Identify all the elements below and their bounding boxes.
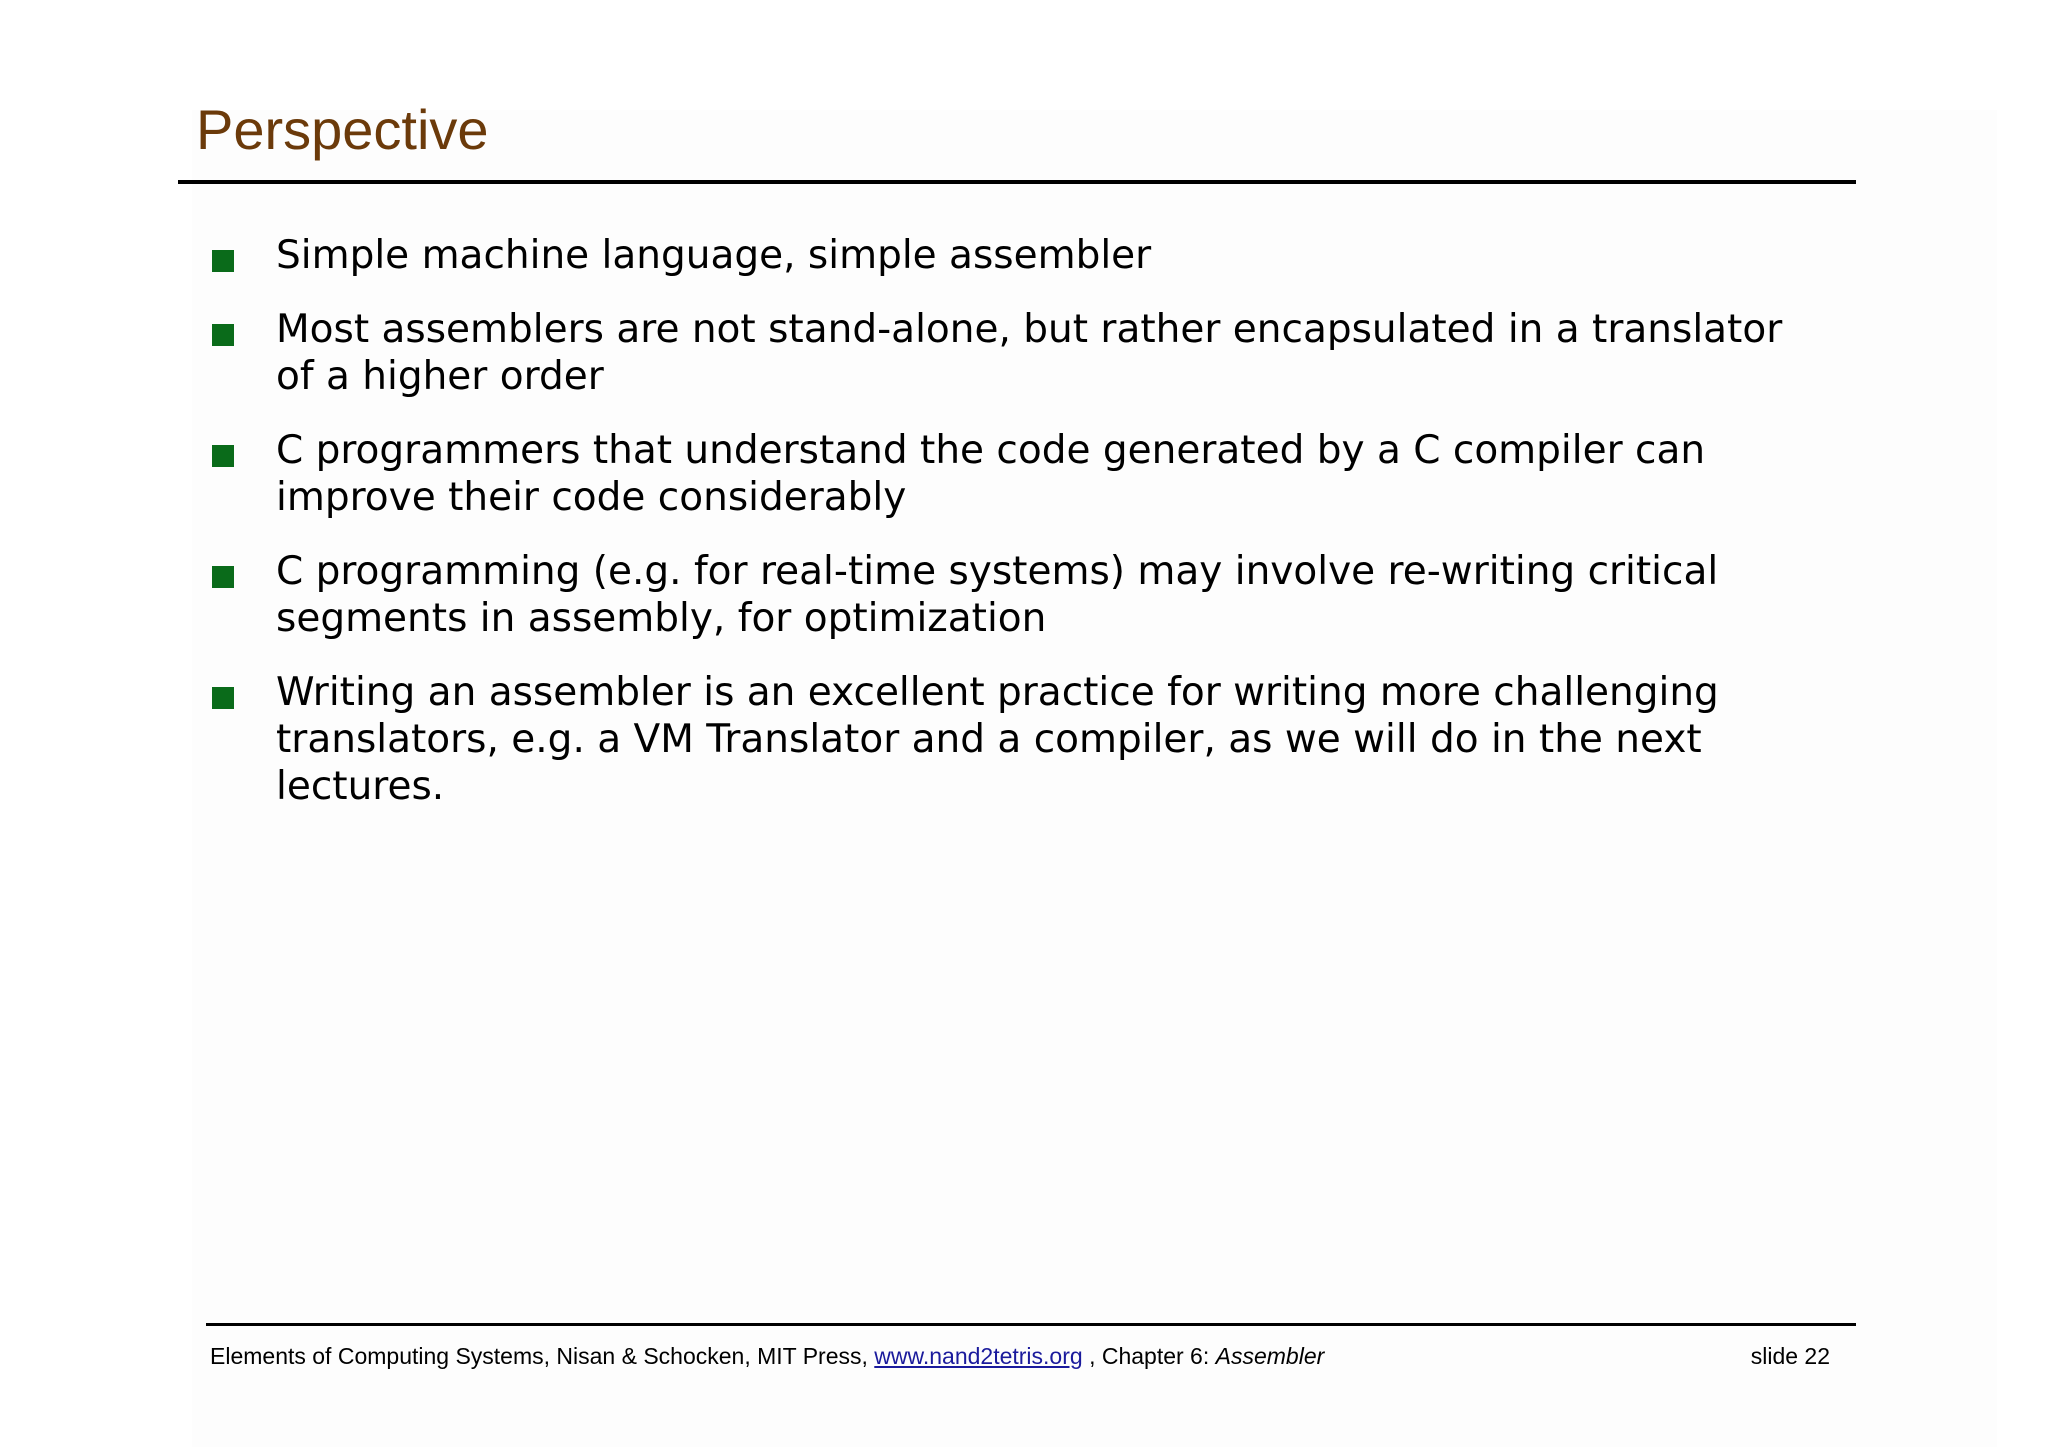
footer-divider — [206, 1323, 1856, 1326]
square-bullet-icon — [212, 445, 234, 467]
footer-chapter-prefix: , Chapter 6: — [1089, 1343, 1210, 1369]
bullet-text: Writing an assembler is an excellent practice for writing more challenging translators, e.g. a VM Translator and a compiler, as we will do in the next lectures. — [276, 670, 1719, 809]
footer-link[interactable]: www.nand2tetris.org — [874, 1343, 1083, 1369]
bullet-text: Simple machine language, simple assembler — [276, 233, 1152, 278]
square-bullet-icon — [212, 250, 234, 272]
bullet-item — [212, 232, 1812, 279]
footer-credit — [210, 1343, 1324, 1370]
square-bullet-icon — [212, 566, 234, 588]
bullet-text: C programming (e.g. for real-time systems) may involve re-writing critical segments in assembly, for optimization — [276, 549, 1719, 641]
bullet-item — [212, 306, 1812, 400]
square-bullet-icon — [212, 687, 234, 709]
square-bullet-icon — [212, 324, 234, 346]
bullet-item — [212, 427, 1812, 521]
bullet-item — [212, 548, 1812, 642]
title-divider — [178, 180, 1856, 184]
footer-chapter-name: Assembler — [1215, 1343, 1325, 1369]
bullet-text: C programmers that understand the code generated by a C compiler can improve their code considerably — [276, 428, 1706, 520]
bullet-list — [212, 232, 1812, 837]
slide-title: Perspective — [196, 98, 489, 161]
bullet-text: Most assemblers are not stand-alone, but rather encapsulated in a translator of a higher order — [276, 307, 1783, 399]
footer-credit-text: Elements of Computing Systems, Nisan & Schocken, MIT Press, — [210, 1343, 868, 1369]
slide-number: slide 22 — [1750, 1343, 1830, 1369]
bullet-item — [212, 669, 1812, 810]
